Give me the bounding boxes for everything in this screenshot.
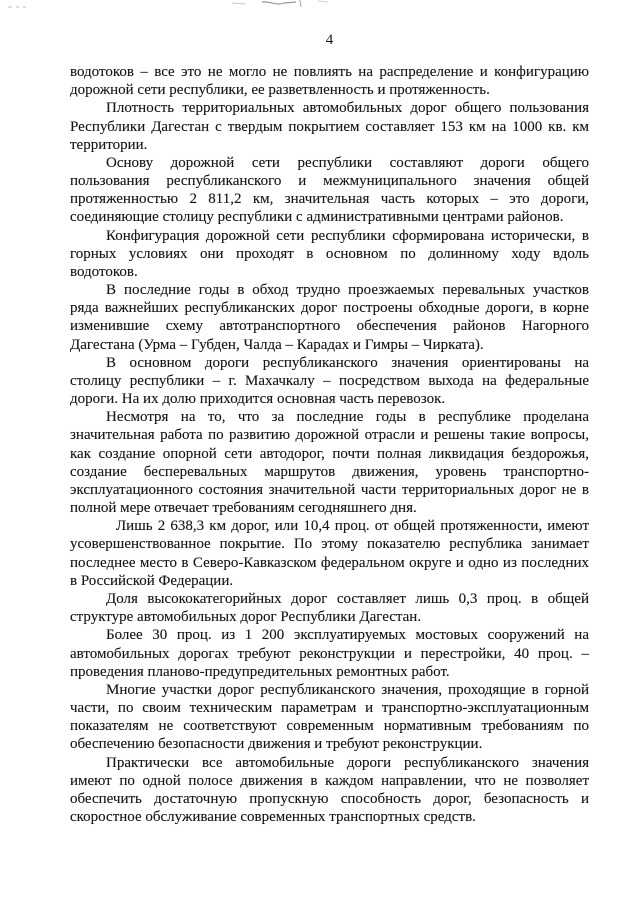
text-line: создание бесперевальных маршрутов движения, уровень транспортно- — [70, 463, 589, 480]
scan-artifact — [0, 0, 640, 14]
text-line: Плотность территориальных автомобильных дорог общего пользования — [106, 100, 589, 117]
text-line: автомобильных дорогах требуют реконструкции и перестройки, 40 проц. – — [70, 645, 589, 662]
text-line: обеспечить достаточную пропускную способность дорог, безопасность и — [70, 790, 589, 807]
text-line: Практически все автомобильные дороги республиканского значения — [106, 754, 589, 771]
text-line: территории. — [70, 136, 148, 153]
paragraph — [70, 99, 589, 154]
text-line: изменившие схему автотранспортного обеспечения районов Нагорного — [70, 318, 589, 335]
text-line: горных условиях они проходят в основном по долинному ходу вдоль — [70, 245, 589, 262]
text-line: Республики Дагестан с твердым покрытием составляет 153 км на 1000 кв. км — [70, 118, 589, 135]
text-line: Более 30 проц. из 1 200 эксплуатируемых мостовых сооружений на — [106, 627, 589, 644]
text-line: столицу республики – г. Махачкалу – посредством выхода на федеральные — [70, 372, 589, 389]
document-body — [70, 63, 589, 826]
text-line: значительная работа по развитию дорожной отрасли и решены такие вопросы, — [70, 427, 589, 444]
text-line: как создание опорной сети автодорог, почти полная ликвидация бездорожья, — [70, 445, 589, 462]
page-number: 4 — [325, 32, 334, 48]
paragraph — [70, 681, 589, 754]
paragraph — [70, 517, 589, 590]
text-line: Лишь 2 638,3 км дорог, или 10,4 проц. от общей протяженности, имеют — [116, 518, 589, 535]
paragraph — [70, 590, 589, 626]
paragraph — [70, 754, 589, 827]
paragraph — [70, 281, 589, 354]
text-line: водотоков – все это не могло не повлиять на распределение и конфигурацию — [70, 64, 589, 80]
paragraph — [70, 626, 589, 681]
text-line: Многие участки дорог республиканского значения, проходящие в горной — [106, 681, 589, 698]
text-line: скоростное обслуживание современных транспортных средств. — [70, 809, 476, 826]
text-line: усовершенствованное покрытие. По этому показателю республика занимает — [70, 536, 589, 553]
text-line: ряда важнейших республиканских дорог построены обходные дороги, в корне — [70, 300, 589, 317]
text-line: имеют по одной полосе движения в каждом направлении, что не позволяет — [70, 772, 589, 789]
text-line: проведения планово-предупредительных ремонтных работ. — [70, 663, 450, 680]
text-line: Основу дорожной сети республики составляют дороги общего — [106, 154, 589, 171]
text-line: полной мере отвечает требованиям сегодняшнего дня. — [70, 500, 417, 517]
text-line: В основном дороги республиканского значения ориентированы на — [106, 354, 589, 371]
text-line: Доля высококатегорийных дорог составляет лишь 0,3 проц. в общей — [106, 590, 589, 607]
text-line: Дагестана (Урма – Губден, Чалда – Карадах и Гимры – Чирката). — [70, 336, 484, 353]
text-line: дороги. На их долю приходится основная часть перевозок. — [70, 391, 446, 408]
text-line: пользования республиканского и межмуниципального значения общей — [70, 173, 589, 190]
paragraph — [70, 227, 589, 282]
paragraph — [70, 354, 589, 409]
text-line: водотоков. — [70, 263, 138, 280]
text-line: Несмотря на то, что за последние годы в республике проделана — [106, 409, 589, 426]
text-line: соединяющие столицу республики с административными центрами районов. — [70, 209, 564, 226]
text-line: части, по своим техническим параметрам и транспортно-эксплуатационным — [70, 700, 589, 717]
text-line: эксплуатационного состояния значительной части территориальных дорог не в — [70, 481, 589, 498]
text-line: протяженностью 2 811,2 км, значительная часть которых – это дороги, — [70, 191, 589, 208]
text-line: обеспечению безопасности движения и требуют реконструкции. — [70, 736, 483, 753]
text-line: Конфигурация дорожной сети республики сформирована исторически, в — [106, 227, 589, 244]
text-line: последнее место в Северо-Кавказском федеральном округе и одно из последних — [70, 554, 589, 571]
paragraph — [70, 63, 589, 99]
text-line: в Российской Федерации. — [70, 572, 234, 589]
text-line: В последние годы в обход трудно проезжаемых перевальных участков — [106, 282, 589, 299]
text-line: дорожной сети республики, ее разветвленность и протяженность. — [70, 82, 490, 99]
text-line: структуре автомобильных дорог Республики Дагестан. — [70, 609, 422, 626]
text-line: показателям не соответствуют современным нормативным требованиям по — [70, 718, 589, 735]
paragraph — [70, 408, 589, 517]
paragraph — [70, 154, 589, 227]
